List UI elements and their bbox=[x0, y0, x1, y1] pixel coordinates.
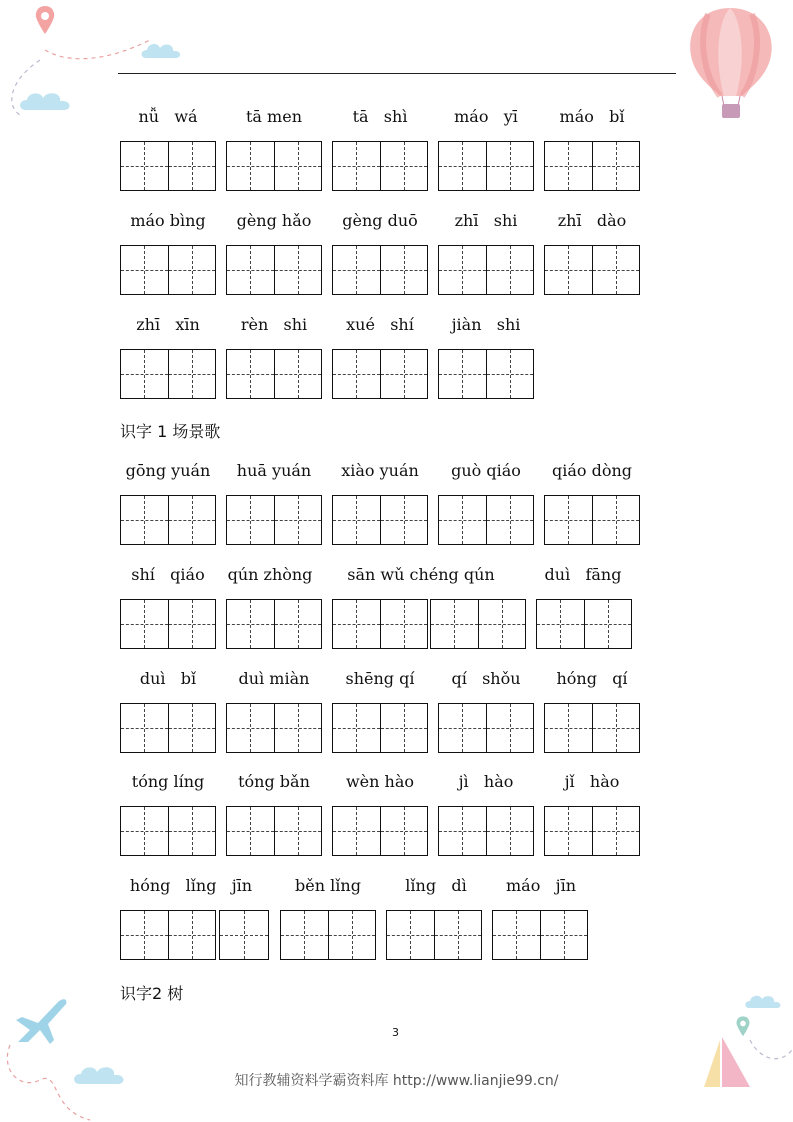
writing-cell[interactable] bbox=[227, 350, 274, 398]
writing-cell[interactable] bbox=[333, 350, 380, 398]
writing-grid-box[interactable] bbox=[544, 495, 640, 545]
writing-cell[interactable] bbox=[333, 600, 380, 648]
writing-cell[interactable] bbox=[121, 911, 168, 959]
writing-cell[interactable] bbox=[478, 600, 525, 648]
writing-cell[interactable] bbox=[592, 704, 639, 752]
writing-grid-box[interactable] bbox=[280, 910, 376, 960]
writing-grid-box[interactable] bbox=[332, 349, 428, 399]
pinyin-label: tā shì bbox=[352, 107, 408, 126]
writing-cell[interactable] bbox=[274, 496, 321, 544]
writing-cell[interactable] bbox=[168, 246, 215, 294]
writing-cell[interactable] bbox=[380, 807, 427, 855]
writing-grid-box[interactable] bbox=[536, 599, 632, 649]
pinyin-label: qiáo dòng bbox=[551, 461, 633, 480]
pinyin-label: wèn hào bbox=[345, 772, 415, 791]
pinyin-label: máo jīn bbox=[506, 876, 576, 895]
pinyin-label: tóng bǎn bbox=[238, 772, 310, 791]
writing-grid-box[interactable] bbox=[332, 245, 428, 295]
writing-grid-box[interactable] bbox=[386, 910, 482, 960]
writing-cell[interactable] bbox=[168, 911, 215, 959]
pinyin-label: qí shǒu bbox=[451, 669, 521, 688]
writing-cell[interactable] bbox=[545, 807, 592, 855]
pinyin-label: shēng qí bbox=[345, 669, 415, 688]
pinyin-label: nǚ wá bbox=[138, 107, 198, 126]
pinyin-label: hóng qí bbox=[556, 669, 628, 688]
writing-cell[interactable] bbox=[486, 496, 533, 544]
pinyin-label: shí qiáo bbox=[131, 565, 205, 584]
pinyin-label: hóng lǐng jīn bbox=[129, 876, 253, 895]
writing-cell[interactable] bbox=[168, 496, 215, 544]
lesson-heading: 识字2 树 bbox=[120, 984, 184, 1003]
footer-watermark: 知行教辅资料学霸资料库 http://www.lianjie99.cn/ bbox=[234, 1073, 559, 1089]
writing-cell[interactable] bbox=[545, 496, 592, 544]
pinyin-label: máo bìng bbox=[130, 211, 206, 230]
writing-cell[interactable] bbox=[439, 704, 486, 752]
writing-cell[interactable] bbox=[431, 600, 478, 648]
writing-grid-box[interactable] bbox=[438, 806, 534, 856]
header-rule bbox=[118, 73, 676, 74]
writing-cell[interactable] bbox=[545, 246, 592, 294]
writing-cell[interactable] bbox=[380, 704, 427, 752]
writing-grid-box[interactable] bbox=[544, 141, 640, 191]
writing-cell[interactable] bbox=[274, 600, 321, 648]
writing-grid-box[interactable] bbox=[430, 599, 526, 649]
pinyin-label: jì hào bbox=[458, 772, 514, 791]
writing-cell[interactable] bbox=[333, 704, 380, 752]
writing-cell[interactable] bbox=[333, 142, 380, 190]
pinyin-label: tā men bbox=[246, 107, 302, 126]
writing-grid-box[interactable] bbox=[120, 141, 216, 191]
writing-grid-box[interactable] bbox=[544, 703, 640, 753]
writing-cell[interactable] bbox=[281, 911, 328, 959]
writing-grid-box[interactable] bbox=[332, 599, 428, 649]
writing-cell[interactable] bbox=[434, 911, 481, 959]
writing-grid-box[interactable] bbox=[438, 141, 534, 191]
writing-cell[interactable] bbox=[592, 496, 639, 544]
writing-grid-box[interactable] bbox=[226, 349, 322, 399]
writing-cell[interactable] bbox=[584, 600, 631, 648]
writing-cell[interactable] bbox=[380, 600, 427, 648]
cloud-icon bbox=[140, 40, 184, 60]
writing-cell[interactable] bbox=[333, 496, 380, 544]
writing-grid-box[interactable] bbox=[120, 910, 216, 960]
pinyin-label: zhī dào bbox=[557, 211, 627, 230]
hot-air-balloon-icon bbox=[680, 0, 790, 125]
writing-cell[interactable] bbox=[439, 350, 486, 398]
writing-cell[interactable] bbox=[380, 496, 427, 544]
writing-grid-box[interactable] bbox=[332, 141, 428, 191]
pinyin-label: xué shí bbox=[346, 315, 414, 334]
writing-cell[interactable] bbox=[439, 246, 486, 294]
writing-cell[interactable] bbox=[493, 911, 540, 959]
pinyin-label: duì miàn bbox=[238, 669, 310, 688]
writing-grid-box[interactable] bbox=[120, 703, 216, 753]
writing-grid-box[interactable] bbox=[492, 910, 588, 960]
writing-cell[interactable] bbox=[227, 704, 274, 752]
writing-cell[interactable] bbox=[121, 246, 168, 294]
pinyin-label: gèng hǎo bbox=[236, 211, 312, 230]
writing-grid-box[interactable] bbox=[226, 806, 322, 856]
writing-cell[interactable] bbox=[333, 246, 380, 294]
writing-grid-box[interactable] bbox=[226, 495, 322, 545]
writing-cell[interactable] bbox=[168, 704, 215, 752]
writing-cell[interactable] bbox=[592, 246, 639, 294]
pinyin-label: duì fāng bbox=[544, 565, 622, 584]
writing-grid-box[interactable] bbox=[438, 349, 534, 399]
writing-cell[interactable] bbox=[121, 350, 168, 398]
writing-cell[interactable] bbox=[486, 246, 533, 294]
writing-cell[interactable] bbox=[168, 807, 215, 855]
writing-cell[interactable] bbox=[439, 496, 486, 544]
pinyin-label: zhī xīn bbox=[136, 315, 200, 334]
writing-cell[interactable] bbox=[592, 142, 639, 190]
writing-cell[interactable] bbox=[227, 246, 274, 294]
writing-cell[interactable] bbox=[537, 600, 584, 648]
writing-cell[interactable] bbox=[121, 704, 168, 752]
cloud-icon bbox=[18, 88, 74, 112]
writing-cell[interactable] bbox=[220, 911, 268, 959]
writing-cell[interactable] bbox=[227, 600, 274, 648]
writing-cell[interactable] bbox=[168, 350, 215, 398]
writing-grid-box[interactable] bbox=[544, 245, 640, 295]
page-number: 3 bbox=[392, 1026, 399, 1039]
writing-cell[interactable] bbox=[333, 807, 380, 855]
writing-grid-box[interactable] bbox=[438, 495, 534, 545]
pinyin-label: rèn shi bbox=[240, 315, 308, 334]
pinyin-label: tóng líng bbox=[131, 772, 205, 791]
writing-cell[interactable] bbox=[227, 496, 274, 544]
writing-cell[interactable] bbox=[439, 142, 486, 190]
pinyin-label: xiào yuán bbox=[341, 461, 419, 480]
writing-cell[interactable] bbox=[168, 600, 215, 648]
pinyin-label: sān wǔ chéng qún bbox=[347, 565, 495, 584]
pinyin-label: gōng yuán bbox=[125, 461, 211, 480]
writing-grid-box[interactable] bbox=[332, 703, 428, 753]
writing-cell[interactable] bbox=[121, 142, 168, 190]
writing-grid-box[interactable] bbox=[544, 806, 640, 856]
writing-cell[interactable] bbox=[545, 704, 592, 752]
writing-cell[interactable] bbox=[328, 911, 375, 959]
cloud-icon bbox=[744, 992, 784, 1010]
writing-grid-box[interactable] bbox=[226, 245, 322, 295]
writing-grid-box[interactable] bbox=[438, 703, 534, 753]
writing-grid-box[interactable] bbox=[120, 806, 216, 856]
writing-cell[interactable] bbox=[486, 704, 533, 752]
pinyin-label: jiàn shi bbox=[451, 315, 521, 334]
writing-cell[interactable] bbox=[486, 142, 533, 190]
writing-cell[interactable] bbox=[387, 911, 434, 959]
writing-cell[interactable] bbox=[121, 600, 168, 648]
writing-cell[interactable] bbox=[486, 807, 533, 855]
pinyin-label: lǐng dì bbox=[405, 876, 467, 895]
writing-cell[interactable] bbox=[274, 807, 321, 855]
writing-cell[interactable] bbox=[380, 246, 427, 294]
writing-cell[interactable] bbox=[274, 246, 321, 294]
writing-grid-box[interactable] bbox=[332, 806, 428, 856]
writing-grid-box[interactable] bbox=[438, 245, 534, 295]
writing-cell[interactable] bbox=[227, 142, 274, 190]
pinyin-label: duì bǐ bbox=[139, 669, 197, 688]
writing-cell[interactable] bbox=[380, 142, 427, 190]
pinyin-label: zhī shi bbox=[454, 211, 518, 230]
writing-cell[interactable] bbox=[592, 807, 639, 855]
writing-grid-box[interactable] bbox=[226, 599, 322, 649]
writing-grid-box[interactable] bbox=[219, 910, 269, 960]
pinyin-label: máo bǐ bbox=[559, 107, 625, 126]
writing-cell[interactable] bbox=[439, 807, 486, 855]
writing-grid-box[interactable] bbox=[120, 599, 216, 649]
writing-cell[interactable] bbox=[540, 911, 587, 959]
writing-cell[interactable] bbox=[168, 142, 215, 190]
writing-cell[interactable] bbox=[227, 807, 274, 855]
writing-cell[interactable] bbox=[486, 350, 533, 398]
pinyin-label: guò qiáo bbox=[451, 461, 521, 480]
writing-grid-box[interactable] bbox=[120, 349, 216, 399]
pinyin-label: huā yuán bbox=[236, 461, 312, 480]
writing-grid-box[interactable] bbox=[120, 245, 216, 295]
writing-cell[interactable] bbox=[274, 350, 321, 398]
pinyin-label: běn lǐng bbox=[295, 876, 361, 895]
writing-grid-box[interactable] bbox=[120, 495, 216, 545]
writing-cell[interactable] bbox=[545, 142, 592, 190]
pinyin-label: gèng duō bbox=[342, 211, 418, 230]
pinyin-label: máo yī bbox=[454, 107, 518, 126]
writing-cell[interactable] bbox=[274, 704, 321, 752]
writing-cell[interactable] bbox=[121, 807, 168, 855]
lesson-heading: 识字 1 场景歌 bbox=[120, 422, 221, 441]
writing-cell[interactable] bbox=[380, 350, 427, 398]
pinyin-label: qún zhòng bbox=[227, 565, 313, 584]
writing-grid-box[interactable] bbox=[332, 495, 428, 545]
writing-grid-box[interactable] bbox=[226, 141, 322, 191]
pinyin-label: jǐ hào bbox=[564, 772, 620, 791]
writing-cell[interactable] bbox=[274, 142, 321, 190]
writing-grid-box[interactable] bbox=[226, 703, 322, 753]
writing-cell[interactable] bbox=[121, 496, 168, 544]
